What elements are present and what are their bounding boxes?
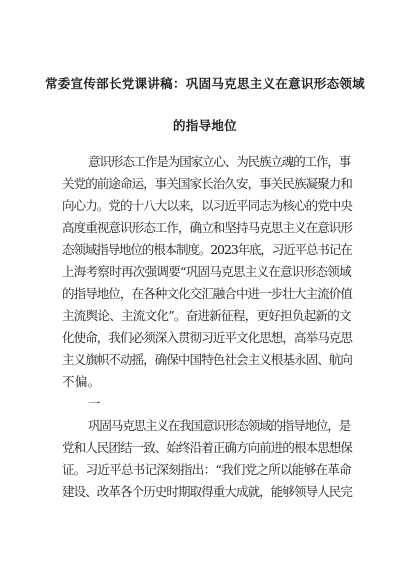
- paragraph-1-line: 高度重视意识形态工作，确立和坚持马克思主义在意识形: [62, 220, 353, 235]
- paragraph-2-line: 证。习近平总书记深刻指出：“我们党之所以能够在革命: [62, 462, 351, 477]
- paragraph-1: [62, 151, 352, 503]
- document-title-line-1: 常委宣传部长党课讲稿：巩固马克思主义在意识形态领域: [44, 76, 365, 91]
- paragraph-1-line: 化使命，我们必须深入贯彻习近平文化思想，高举马克思: [62, 330, 353, 345]
- section-number: 一: [88, 396, 101, 411]
- document-title-line-2: 的指导地位: [172, 118, 237, 133]
- paragraph-2-line: 党和人民团结一致、始终沿着正确方向前进的根本思想保: [62, 440, 353, 455]
- paragraph-2-line: 巩固马克思主义在我国意识形态领域的指导地位，是: [88, 418, 351, 433]
- paragraph-1-line: 主流舆论、主流文化”。奋进新征程，更好担负起新的文: [62, 308, 351, 323]
- paragraph-1-line: 态领域指导地位的根本制度。2023年底，习近平总书记在: [62, 242, 352, 257]
- paragraph-1-line: 主义旗帜不动摇，确保中国特色社会主义根基永固、航向: [62, 352, 353, 367]
- paragraph-1-line: 上海考察时再次强调要“巩固马克思主义在意识形态领域: [62, 264, 351, 279]
- paragraph-1-line: 的指导地位，在各种文化交汇融合中进一步壮大主流价值: [62, 286, 353, 301]
- paragraph-1-line: 向心力。党的十八大以来，以习近平同志为核心的党中央: [62, 198, 353, 213]
- paragraph-1-line: 关党的前途命运，事关国家长治久安，事关民族凝聚力和: [62, 176, 353, 191]
- paragraph-2-line: 建设、改革各个历史时期取得重大成就，能够领导人民完: [62, 484, 353, 499]
- paragraph-1-line: 意识形态工作是为国家立心、为民族立魂的工作，事: [88, 154, 351, 169]
- paragraph-1-line: 不偏。: [62, 374, 101, 389]
